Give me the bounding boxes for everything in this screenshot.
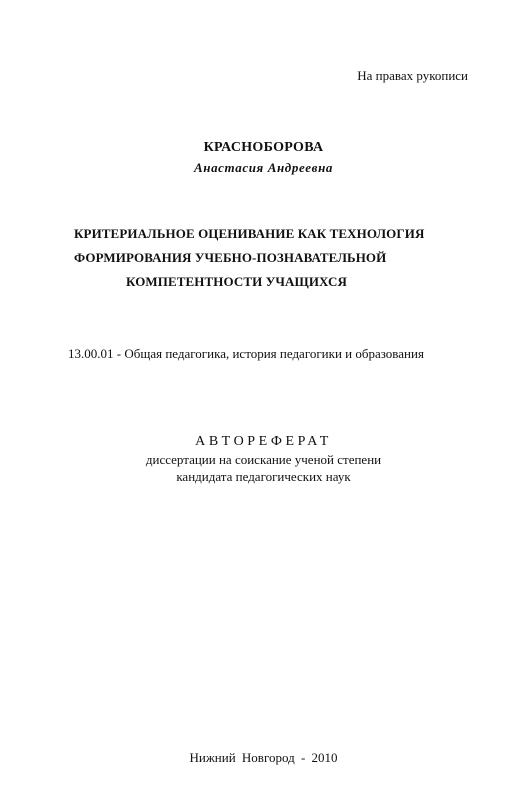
- title-line-1: КРИТЕРИАЛЬНОЕ ОЦЕНИВАНИЕ КАК ТЕХНОЛОГИЯ: [74, 226, 425, 241]
- title-line-2: ФОРМИРОВАНИЯ УЧЕБНО-ПОЗНАВАТЕЛЬНОЙ: [74, 250, 387, 265]
- specialty-code: 13.00.01 - Общая педагогика, история педагогики и образования: [68, 346, 424, 361]
- document-type: АВТОРЕФЕРАТ: [195, 434, 332, 449]
- description-line-2: кандидата педагогических наук: [176, 469, 351, 484]
- author-given-names: Анастасия Андреевна: [193, 160, 334, 175]
- author-surname: КРАСНОБОРОВА: [203, 140, 324, 155]
- place-and-year: Нижний Новгород - 2010: [189, 750, 338, 765]
- description-line-1: диссертации на соискание ученой степени: [145, 452, 382, 467]
- title-line-3: КОМПЕТЕНТНОСТИ УЧАЩИХСЯ: [126, 274, 348, 289]
- rights-note: На правах рукописи: [357, 68, 468, 83]
